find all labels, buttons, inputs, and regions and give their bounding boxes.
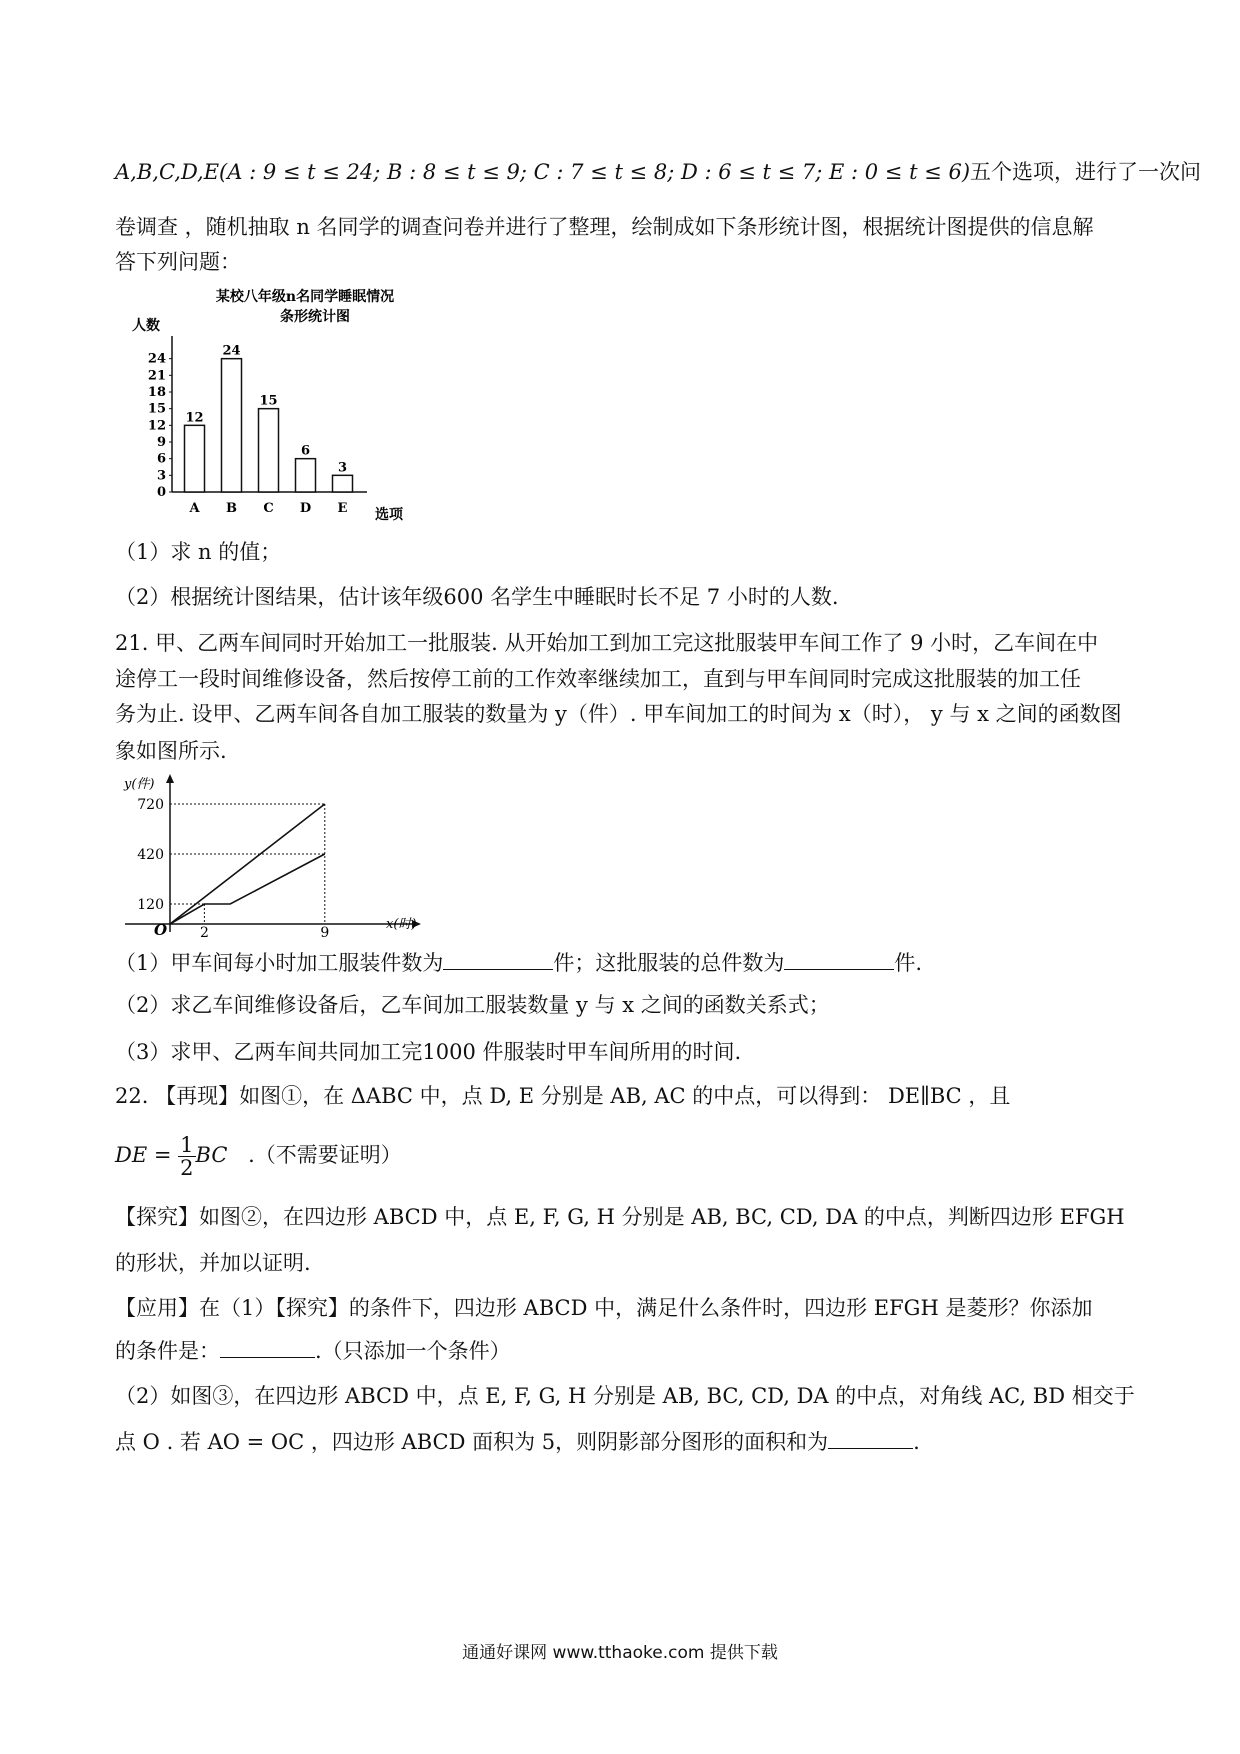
y-tick-label: 6 bbox=[156, 451, 166, 467]
chart-xlabel: 选项 bbox=[375, 507, 403, 523]
q21-line4: 象如图所示. bbox=[115, 739, 227, 763]
y-tick-label: 0 bbox=[156, 485, 166, 500]
q22-line1-part-a: 22. 【再现】如图①，在 ΔABC 中，点 D, E 分别是 AB, AC 的中点，可以得到： DE bbox=[115, 1084, 921, 1108]
q22-apply-line3: （2）如图③，在四边形 ABCD 中，点 E, F, G, H 分别是 AB, BC, CD, DA 的中点，对角线 AC, BD 相交于 bbox=[115, 1384, 1135, 1408]
q22-explore-line2: 的形状，并加以证明. bbox=[115, 1251, 311, 1275]
graph-origin: O bbox=[154, 921, 168, 937]
graph-y-tick-label: 120 bbox=[137, 897, 164, 913]
graph-xlabel: x(时) bbox=[386, 917, 417, 932]
bar bbox=[333, 475, 353, 492]
bar-value-label: 3 bbox=[337, 460, 348, 476]
bar bbox=[185, 425, 205, 492]
formula-rhs: BC bbox=[195, 1143, 228, 1167]
graph-y-tick-label: 420 bbox=[137, 847, 164, 863]
graph-ylabel: y(件) bbox=[124, 777, 155, 792]
category-label: D bbox=[299, 501, 312, 516]
q22-apply-line2 bbox=[115, 1335, 1135, 1366]
bar-value-label: 15 bbox=[259, 393, 278, 409]
category-label: E bbox=[337, 501, 348, 516]
parallel-symbol: ∥ bbox=[920, 1084, 930, 1108]
chart-bars bbox=[185, 344, 353, 492]
q22-apply-line4-part-a: 点 O . 若 AO = OC ，四边形 ABCD 面积为 5，则阴影部分图形的面积和为 bbox=[115, 1430, 829, 1454]
graph-y-tick-label: 720 bbox=[137, 797, 164, 813]
page-footer: 通通好课网 www.tthaoke.com 提供下载 bbox=[462, 1643, 778, 1663]
formula-note: .（不需要证明） bbox=[248, 1143, 402, 1167]
chart-subtitle: 条形统计图 bbox=[280, 309, 350, 325]
q20-sub2: （2）根据统计图结果，估计该年级600 名学生中睡眠时长不足 7 小时的人数. bbox=[115, 585, 839, 609]
bar-value-label: 6 bbox=[300, 443, 311, 459]
q21-line1: 21. 甲、乙两车间同时开始加工一批服装. 从开始加工到加工完这批服装甲车间工作了 9 小时，乙车间在中 bbox=[115, 631, 1099, 655]
q22-apply-line4-part-b: . bbox=[913, 1430, 920, 1454]
graph-x-tick-label: 9 bbox=[320, 925, 330, 937]
q20-line1-text: 五个选项，进行了一次问 bbox=[970, 160, 1202, 184]
bar bbox=[296, 459, 316, 492]
bar-chart bbox=[120, 285, 420, 530]
y-axis-arrow bbox=[166, 774, 174, 783]
y-tick-label: 24 bbox=[147, 351, 166, 367]
q20-options-math: A,B,C,D,E(A : 9 ≤ t ≤ 24; B : 8 ≤ t ≤ 9; C : 7 ≤ t ≤ 8; D : 6 ≤ t ≤ 7; E : 0 ≤ t ≤ 6) bbox=[115, 160, 971, 184]
y-tick-label: 18 bbox=[147, 385, 166, 400]
bar-value-label: 12 bbox=[185, 410, 204, 426]
bar bbox=[259, 409, 279, 492]
q22-apply-line1: 【应用】在（1）【探究】的条件下，四边形 ABCD 中，满足什么条件时，四边形 EFGH 是菱形？你添加 bbox=[115, 1296, 1093, 1320]
chart-ylabel: 人数 bbox=[132, 318, 160, 334]
formula-lhs: DE = bbox=[115, 1143, 172, 1167]
bar-value-label: 24 bbox=[222, 343, 241, 359]
y-tick-label: 15 bbox=[147, 401, 166, 417]
y-tick-label: 21 bbox=[147, 368, 166, 384]
chart-y-ticks bbox=[148, 352, 172, 500]
answer-blank-total[interactable] bbox=[784, 947, 894, 970]
y-tick-label: 12 bbox=[147, 418, 166, 434]
q21-line2: 途停工一段时间维修设备，然后按停工前的工作效率继续加工，直到与甲车间同时完成这批服装的加工任 bbox=[115, 667, 1081, 691]
q21-sub1-part-c: 件. bbox=[894, 951, 923, 975]
answer-blank-area[interactable] bbox=[828, 1426, 913, 1449]
chart-title: 某校八年级n名同学睡眠情况 bbox=[215, 289, 395, 305]
q21-sub1-part-a: （1）甲车间每小时加工服装件数为 bbox=[115, 951, 444, 975]
bar-chart-svg bbox=[120, 285, 420, 530]
q20-line3: 答下列问题： bbox=[115, 250, 241, 274]
q20-sub1: （1）求 n 的值； bbox=[115, 540, 282, 564]
function-graph-svg bbox=[120, 772, 450, 937]
q22-line1-part-b: BC ，且 bbox=[929, 1084, 1011, 1108]
q22-apply-line2-part-b: .（只添加一个条件） bbox=[315, 1339, 511, 1363]
q21-sub3: （3）求甲、乙两车间共同加工完1000 件服装时甲车间所用的时间. bbox=[115, 1040, 742, 1064]
chart-categories bbox=[188, 501, 347, 516]
q22-apply-line2-part-a: 的条件是： bbox=[115, 1339, 220, 1363]
q21-line3: 务为止. 设甲、乙两车间各自加工服装的数量为 y（件）. 甲车间加工的时间为 x（时）， y 与 x 之间的函数图 bbox=[115, 702, 1122, 726]
function-graph bbox=[120, 772, 450, 937]
answer-blank-rate[interactable] bbox=[443, 947, 553, 970]
jia-line bbox=[170, 804, 325, 924]
graph-x-tick-label: 2 bbox=[199, 925, 209, 937]
fraction-denominator: 2 bbox=[180, 1156, 194, 1180]
fraction-one-half bbox=[178, 1134, 195, 1179]
bar bbox=[222, 359, 242, 492]
q21-sub2: （2）求乙车间维修设备后，乙车间加工服装数量 y 与 x 之间的函数关系式； bbox=[115, 993, 830, 1017]
q21-sub1-part-b: 件；这批服装的总件数为 bbox=[553, 951, 785, 975]
q22-apply-line4 bbox=[115, 1426, 1135, 1457]
q20-line1 bbox=[115, 157, 1202, 187]
q21-sub1 bbox=[115, 947, 1135, 978]
answer-blank-condition[interactable] bbox=[220, 1335, 315, 1358]
q22-line2 bbox=[115, 1132, 1135, 1188]
category-label: B bbox=[226, 501, 237, 516]
q20-line2: 卷调查 ，随机抽取 n 名同学的调查问卷并进行了整理，绘制成如下条形统计图，根据统计图提供的信息解 bbox=[115, 215, 1094, 239]
category-label: C bbox=[263, 501, 274, 516]
category-label: A bbox=[189, 501, 200, 516]
y-tick-label: 9 bbox=[156, 435, 166, 450]
q22-explore-line1: 【探究】如图②，在四边形 ABCD 中，点 E, F, G, H 分别是 AB, BC, CD, DA 的中点，判断四边形 EFGH bbox=[115, 1205, 1125, 1229]
fraction-numerator: 1 bbox=[180, 1133, 194, 1157]
y-tick-label: 3 bbox=[156, 468, 166, 484]
q22-line1 bbox=[115, 1081, 1135, 1111]
